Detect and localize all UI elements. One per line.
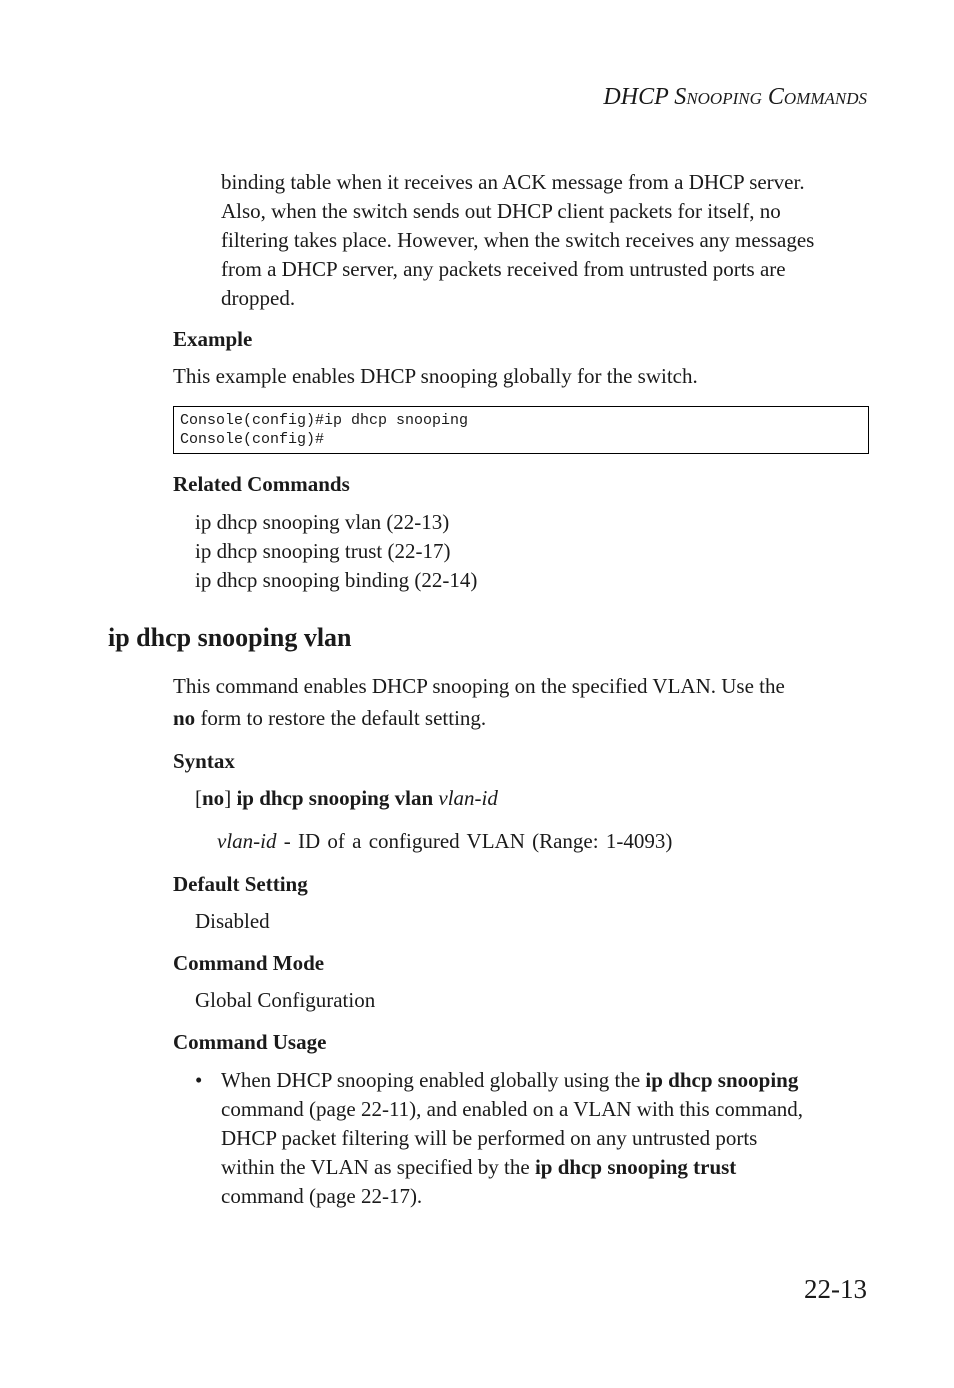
code-example (173, 406, 869, 454)
intro-line: dropped. (221, 286, 296, 310)
code-line: Console(config)#ip dhcp snooping (180, 412, 469, 429)
example-heading: Example (173, 327, 253, 351)
command-mode-value: Global Configuration (195, 988, 376, 1012)
command-keyword: ip dhcp snooping (645, 1068, 799, 1092)
code-line: Console(config)# (180, 431, 325, 448)
related-commands-heading: Related Commands (173, 472, 350, 496)
description-line: This command enables DHCP snooping on the specified VLAN. Use the (173, 674, 785, 698)
page-number: 22-13 (804, 1274, 867, 1304)
usage-line: command (page 22-11), and enabled on a VLAN with this command, (221, 1097, 804, 1121)
syntax-heading: Syntax (173, 749, 235, 773)
parameter-name: vlan-id (217, 829, 277, 853)
parameter-text: - ID of a configured VLAN (Range: 1-4093) (276, 829, 673, 853)
related-command-item: ip dhcp snooping binding (22-14) (195, 568, 478, 592)
intro-line: binding table when it receives an ACK message from a DHCP server. (221, 170, 805, 194)
bullet-mark: • (195, 1068, 203, 1092)
intro-line: Also, when the switch sends out DHCP client packets for itself, no (221, 199, 781, 223)
syntax-parameter: vlan-id (438, 786, 498, 810)
usage-line: command (page 22-17). (221, 1184, 423, 1208)
running-header: DHCP SNOOPING COMMANDS (603, 84, 867, 110)
related-command-item: ip dhcp snooping vlan (22-13) (195, 510, 450, 534)
no-keyword: no (202, 786, 225, 810)
default-setting-value: Disabled (195, 909, 270, 933)
command-keyword: ip dhcp snooping trust (534, 1155, 737, 1179)
usage-bullet-text (221, 1066, 803, 1211)
command-keyword: ip dhcp snooping vlan (236, 786, 434, 810)
syntax-line (195, 784, 498, 813)
command-usage-heading: Command Usage (173, 1030, 327, 1054)
description-text: form to restore the default setting. (195, 706, 487, 730)
parameter-description (217, 827, 672, 856)
bracket: ] (224, 786, 232, 810)
description-line (173, 702, 785, 734)
related-commands-list (195, 508, 477, 595)
intro-line: from a DHCP server, any packets received from untrusted ports are (221, 257, 786, 281)
usage-text: When DHCP snooping enabled globally using the (221, 1068, 646, 1092)
usage-line (221, 1153, 803, 1182)
usage-text: within the VLAN as specified by the (221, 1155, 535, 1179)
intro-paragraph (221, 168, 814, 313)
intro-line: filtering takes place. However, when the switch receives any messages (221, 228, 815, 252)
related-command-item: ip dhcp snooping trust (22-17) (195, 539, 451, 563)
section-title: ip dhcp snooping vlan (108, 623, 352, 652)
bracket: [ (195, 786, 202, 810)
usage-line: DHCP packet filtering will be performed on any untrusted ports (221, 1126, 758, 1150)
no-keyword: no (173, 706, 196, 730)
example-text: This example enables DHCP snooping globally for the switch. (173, 364, 698, 388)
section-description (173, 670, 785, 734)
default-setting-heading: Default Setting (173, 872, 308, 896)
usage-line (221, 1066, 803, 1095)
command-mode-heading: Command Mode (173, 951, 325, 975)
